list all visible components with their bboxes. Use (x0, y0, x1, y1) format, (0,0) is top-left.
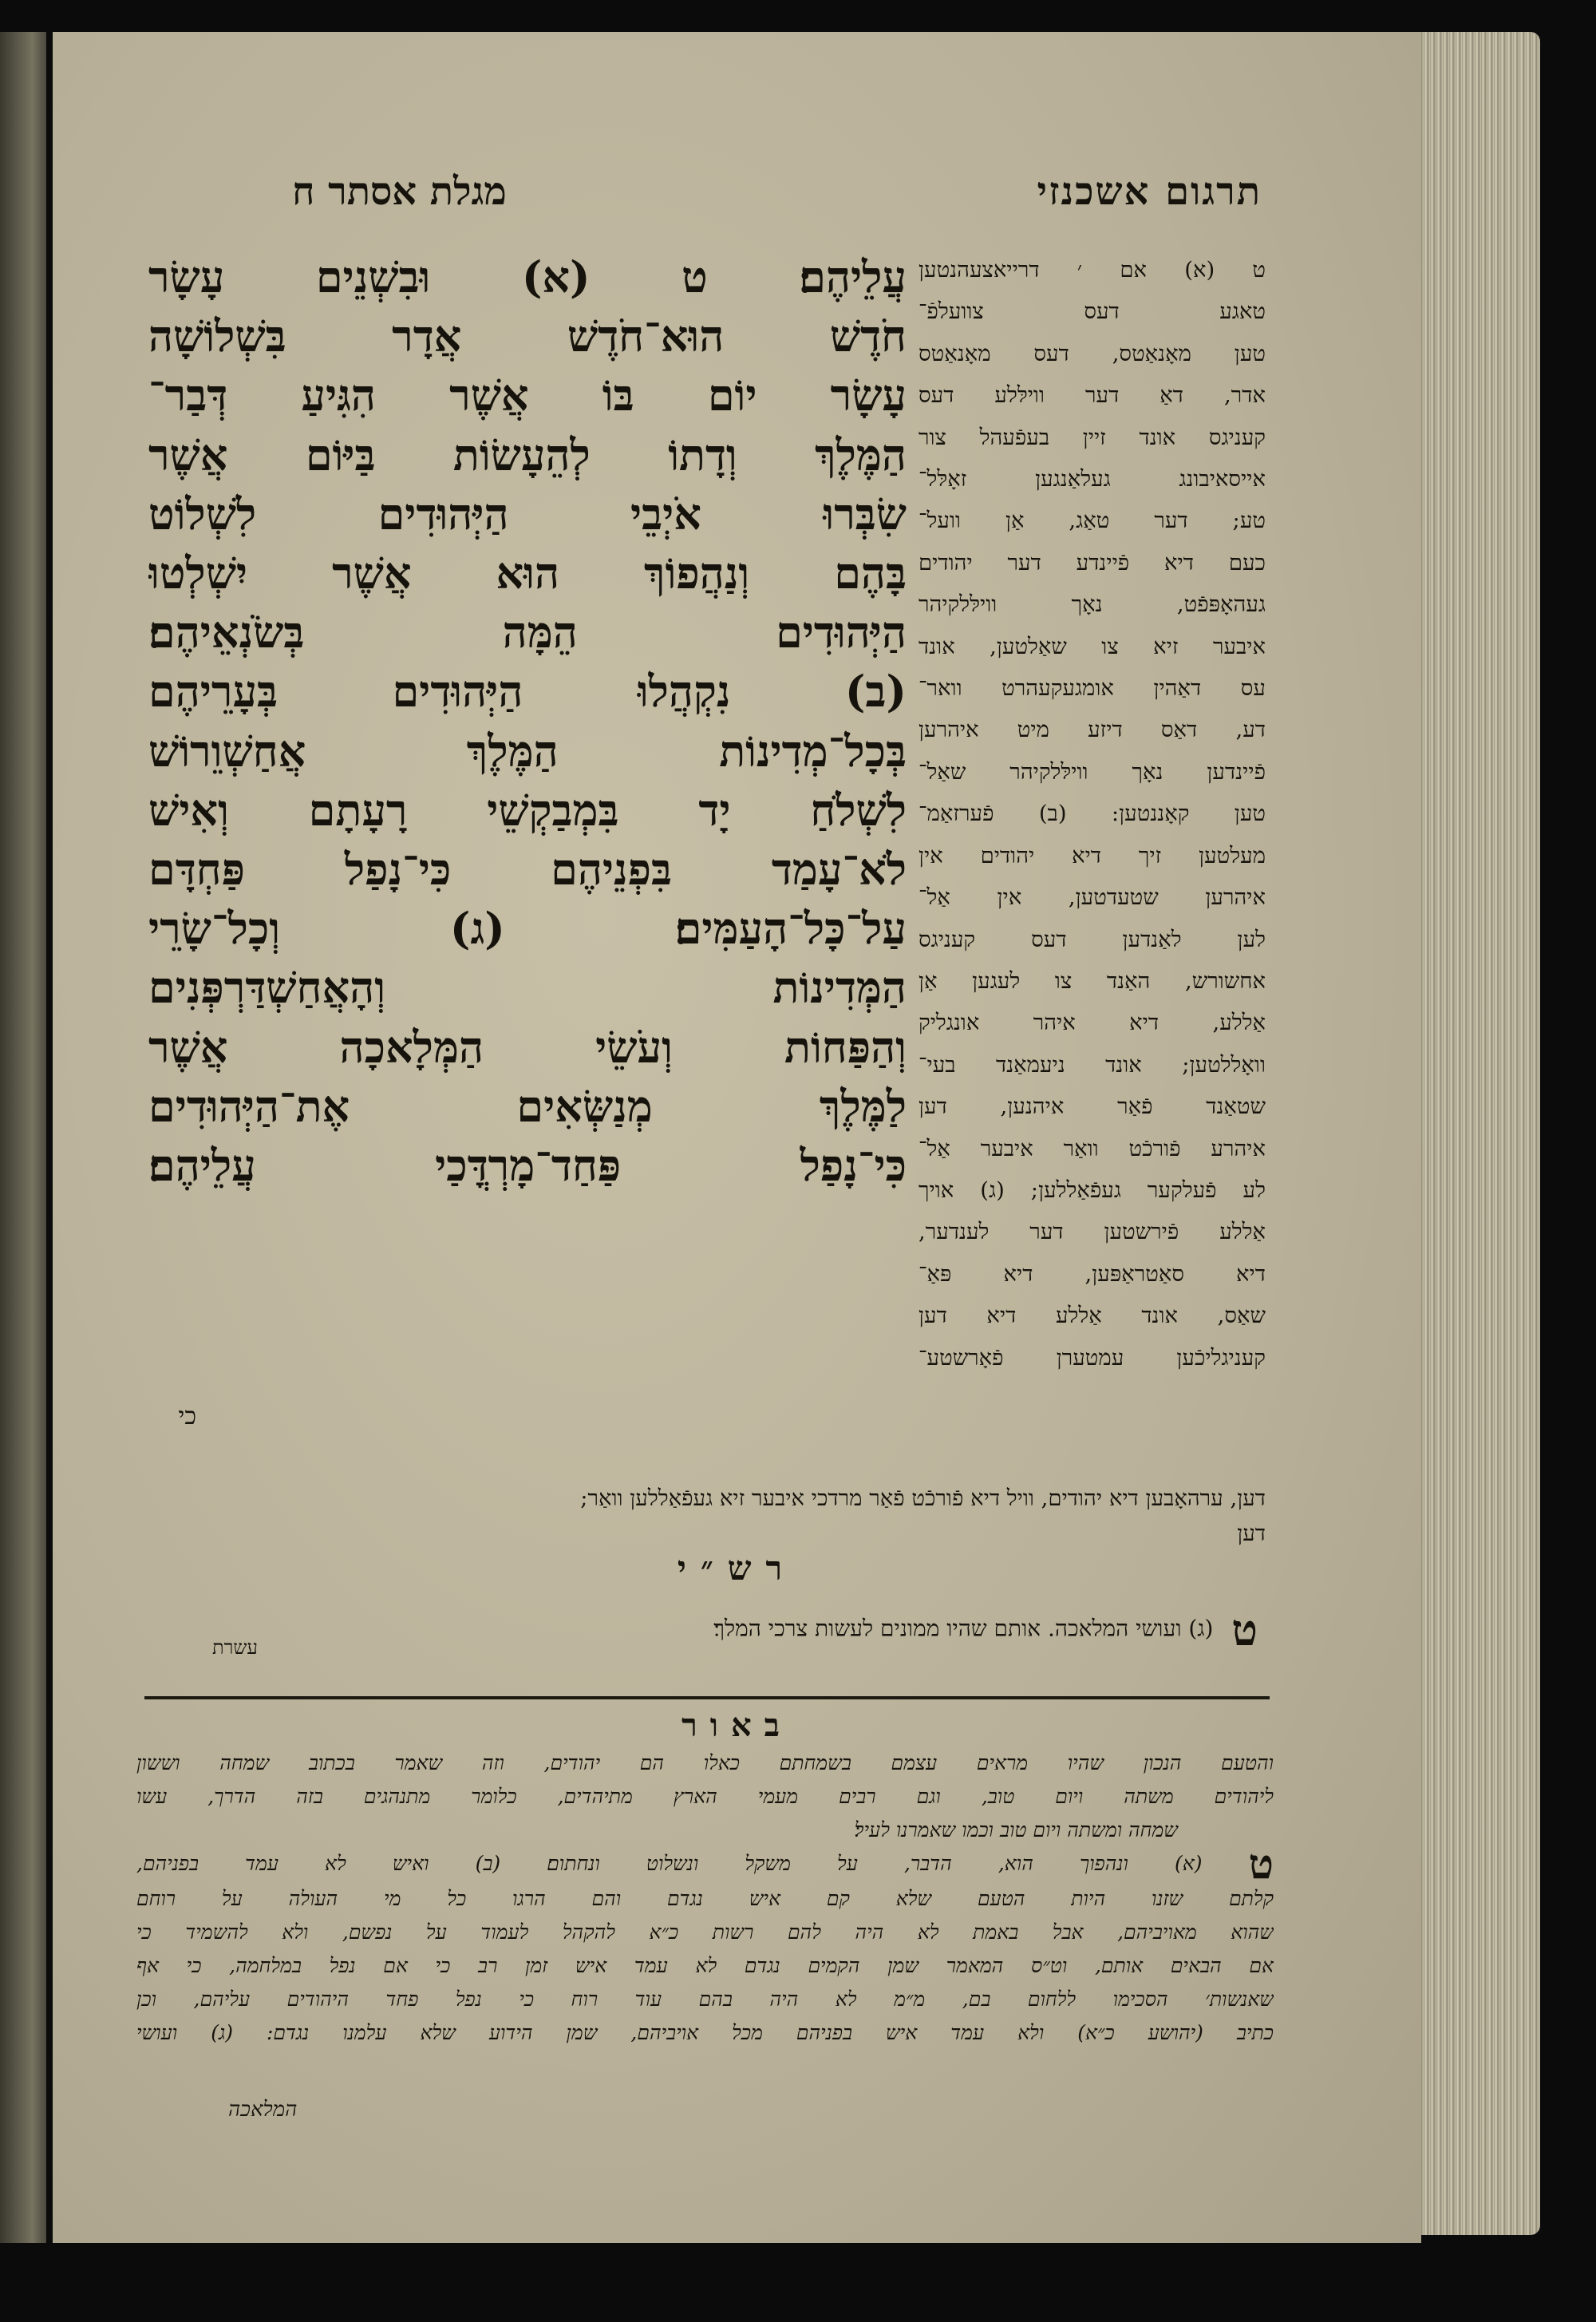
targum-line: איבער זיא צו שאַלטען, אונד (918, 633, 1266, 659)
text-line: לַמֶּלֶךְ מְנַשְּׂאִים אֶת־הַיְּהוּדִים (148, 1080, 907, 1132)
text-line: הַמְּדִינוֹת וְהָאֲחַשְׁדַּרְפְּנִים (148, 962, 907, 1014)
previous-page-edge (0, 32, 46, 2243)
text-line: עַל־כָּל־הָעַמִּים׃ (ג) וְכָל־שָׂרֵי (148, 903, 907, 955)
targum-line: קעניגס אונד זיין בעפֿעהל צור (918, 424, 1266, 450)
text-line: לִשְׁלֹחַ יָד בִּמְבַקְשֵׁי רָעָתָם וְאִישׁ (148, 784, 907, 836)
text-line: כִּי־נָפַל פַּחַד־מָרְדֳּכַי עֲלֵיהֶם׃ (148, 1140, 907, 1192)
targum-column (918, 249, 1266, 1379)
text-line: שִׂבְּרוּ אֹיְבֵי הַיְּהוּדִים לִשְׁלוֹט (148, 488, 907, 540)
targum-line: טען מאָנאַטס, דעס מאָנאַטס (918, 340, 1266, 366)
text-line: בְּכָל־מְדִינוֹת הַמֶּלֶךְ אֲחַשְׁוֵרוֹשׁ (148, 725, 907, 777)
targum-line: מעלטען זיך דיא יהודים אין (918, 842, 1266, 868)
beur-heading: באור (681, 1707, 792, 1744)
targum-line: טען קאָננטען: (ב) פֿערזאַמ־ (918, 801, 1266, 827)
targum-line: קעניגליכֿען עמטערן פֿאָרשטע־ (918, 1344, 1266, 1371)
targum-line: איהרען שטעדטען, אין אַל־ (918, 884, 1266, 911)
beur-line: שמחה ומשתה ויום טוב וכמו שאמרנו לעיל׃ (854, 1818, 1178, 1841)
beur-line: שאנשות׳ הסכימו ללחום בם, מ״מ לא היה בהם עוד רוח כי נפל פחד היהודים עליהם, וכן (136, 1987, 1274, 2011)
targum-line: אייסאיבונג געלאַנגען זאָלּל־ (918, 466, 1266, 492)
targum-line: טע; דער טאַג, אַן וועל־ (918, 508, 1266, 534)
rashi-heading: רש״י (677, 1549, 797, 1588)
beur-line-with-letter (136, 1847, 1274, 1882)
text-line: (ב) נִקְהֲלוּ הַיְּהוּדִים בְּעָרֵיהֶם (148, 666, 907, 718)
section-divider (144, 1696, 1270, 1699)
targum-line: איהרע פֿורכֿט וואַר איבער אַל־ (918, 1135, 1266, 1161)
beur-catchword: המלאכה (228, 2098, 298, 2122)
beur-line: קלתם שזנו היות הטעם שלא קם איש נגדם והם הרגו כל מי העולה על רוחם (136, 1886, 1274, 1910)
beur-line: כתיב (יהושע כ״א) ולא עמד איש בפניהם מכל אויביהם, שמן הידוע שלא עלמנו נגדם: (ג) ועושי (136, 2020, 1274, 2044)
targum-line: פֿיינדען נאָך ווילּלקיהר שאַל־ (918, 758, 1266, 785)
targum-line: טאגע דעס צוועלפֿ־ (918, 299, 1266, 325)
text-line: עָשָׂר יוֹם בּוֹ אֲשֶׁר הִגִּיעַ דְּבַר־ (148, 370, 907, 421)
beur-line: ליהודים משתה ויום טוב, וגם רבים מעמי הארץ מתיהדים, כלומר מתנהגים בזה הדרך, עשו (136, 1785, 1274, 1808)
beur-chapter-letter: ט (1248, 1847, 1274, 1882)
beur-line: והטעם הנכון שהיו מראים עצמם בשמחתם כאלו הם יהודים, וזה שאמר בכתוב שמחה וששון (136, 1751, 1274, 1774)
targum-line: שטאַנד פֿאַר איהנען, דען (918, 1094, 1266, 1120)
text-line: הַמֶּלֶךְ וְדָתוֹ לְהֵעָשׂוֹת בַּיּוֹם אֲשֶׁר (148, 429, 907, 481)
main-hebrew-text (148, 247, 907, 1195)
targum-line: דיא סאַטראַפּען, דיא פּאַ־ (918, 1260, 1266, 1287)
text-line: וְהַפַּחוֹת וְעֹשֵׂי הַמְּלָאכָה אֲשֶׁר (148, 1021, 907, 1073)
text-line: עֲלֵיהֶם׃ ט (א) וּבִשְׁנֵים עָשָׂר (148, 251, 907, 303)
book-page-edges (1404, 32, 1540, 2235)
targum-continuation (132, 1481, 1266, 1551)
targum-line: לען לאַנדען דעס קעניגס (918, 926, 1266, 952)
targum-line: דע, דאַס דיזע מיט איהרען (918, 717, 1266, 743)
book-page (53, 32, 1421, 2243)
targum-line: וואָללטען; אונד ניעמאַנד בעי־ (918, 1051, 1266, 1078)
page-header-targum: תרגום אשכנזי (1037, 169, 1262, 214)
page-header-megillah: מגלת אסתר ח (292, 169, 507, 214)
targum-line: געהאָפּפֿט, נאָך ווילּלקיהר (918, 591, 1266, 618)
main-catchword: כי (178, 1402, 196, 1430)
targum-line: שאַס, אונד אַללע דיא דען (918, 1303, 1266, 1329)
text-line: הַיְּהוּדִים הֵמָּה בְּשֹׂנְאֵיהֶם׃ (148, 607, 907, 659)
targum-catchword: דען (1237, 1521, 1266, 1546)
targum-line: אַללע פֿירשטען דער לענדער, (918, 1219, 1266, 1245)
targum-line: אדר, דאַ דער ווילּלע דעס (918, 382, 1266, 409)
text-line: בָּהֶם וְנַהֲפוֹךְ הוּא אֲשֶׁר יִשְׁלְטוּ (148, 548, 907, 599)
targum-line: ט (א) אם ׳ דרייאצעהנטען (918, 257, 1266, 283)
targum-line: עס דאַהין אומגעקעהרט וואר־ (918, 675, 1266, 702)
rashi-text: (ג) ועושי המלאכה. אותם שהיו ממונים לעשות צרכי המלך׃ (713, 1615, 1214, 1642)
targum-line: כעם דיא פֿיינדע דער יהודים (918, 549, 1266, 576)
beur-line-text: (א) ונהפוך הוא, הדבר, על משקל ונשלוט ונחתום׃ (ב) ואיש לא עמד בפניהם, (136, 1852, 1203, 1875)
beur-commentary (136, 1746, 1274, 2050)
targum-line: אחשורש, האַנד צו לעגען אַן (918, 967, 1266, 994)
beur-line: אם הבאים אותם, וט״ס המאמר שמן הקמים נגדם לא עמד איש זמן רב כי אם נפל במלחמה, כי אף (136, 1953, 1274, 1977)
text-line: חֹדֶשׁ הוּא־חֹדֶשׁ אֲדָר בִּשְׁלוֹשָׁה (148, 311, 907, 362)
rashi-catchword: עשרת (212, 1636, 258, 1659)
rashi-commentary (212, 1604, 1258, 1655)
targum-line: אַללע, דיא איהר אונגליק (918, 1010, 1266, 1036)
beur-line: שהוא מאויביהם, אבל באמת לא היה להם רשות כ״א להקהל לעמוד על נפשם, ולא להשמיד כי (136, 1920, 1274, 1944)
targum-line: לע פֿעלקער געפֿאַללען; (ג) אויך (918, 1177, 1266, 1203)
targum-line: דען, ערהאָבען דיא יהודים, וויל דיא פֿורכֿט פֿאַר מרדכי איבער זיא געפֿאַללען וואַר; (580, 1485, 1266, 1511)
text-line: לֹא־עָמַד בִּפְנֵיהֶם כִּי־נָפַל פַּחְדָּם (148, 844, 907, 896)
rashi-chapter-letter: ט (1231, 1604, 1258, 1655)
